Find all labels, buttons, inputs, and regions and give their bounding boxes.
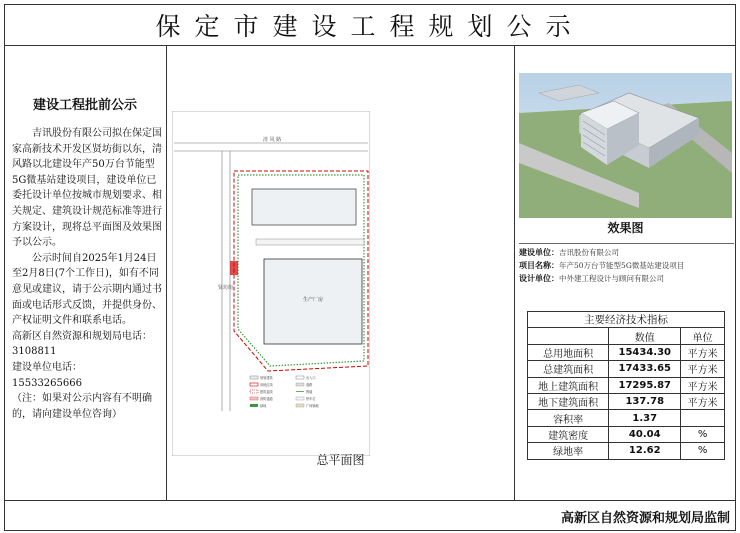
legend-label: 道路 — [306, 383, 313, 387]
notice-footnote: （注：如果对公示内容有不明确的，请向建设单位咨询） — [12, 393, 152, 420]
info-row-builder — [519, 246, 734, 259]
indicator-value: 1.37 — [609, 410, 681, 426]
indicator-name: 地上建筑面积 — [528, 377, 609, 393]
legend-label: 广场铺地 — [306, 404, 319, 408]
indicator-value: 40.04 — [609, 426, 681, 442]
main-building-label: 生产厂房 — [302, 297, 324, 303]
header-value: 数值 — [609, 328, 681, 344]
project-label: 项目名称： — [519, 261, 559, 270]
parking-row — [256, 239, 364, 245]
site-plan-drawing — [172, 111, 370, 456]
notice-contact-builder-phone: 15533265666 — [12, 377, 82, 389]
notice-contact-builder-label: 建设单位电话： — [12, 361, 82, 373]
legend-label: 消防通道 — [260, 397, 273, 401]
project-info — [519, 243, 734, 285]
legend-label: 围墙 — [306, 390, 313, 394]
rendering-column — [515, 46, 736, 500]
board-title: 保定市建设工程规划公示 — [155, 11, 585, 41]
notice-paragraph-1: 吉讯股份有限公司拟在保定国家高新技术开发区贤坊街以东，清风路以北建设年产50万台节能型5G微基站建设项目，建设单位已委托设计单位按城市规划要求、相关规定、建筑设计规范标准等进行方案设计，现将总平面图及效果图予以公示。 — [12, 128, 162, 249]
indicator-unit — [681, 410, 725, 426]
designer-value: 中外建工程设计与顾问有限公司 — [559, 274, 664, 283]
legend-swatch — [296, 397, 304, 400]
rendering-svg — [519, 73, 732, 218]
indicator-name: 建筑密度 — [528, 426, 609, 442]
indicator-unit: % — [681, 443, 725, 459]
indicator-table — [527, 311, 725, 460]
board-footer — [4, 500, 736, 531]
indicator-unit: % — [681, 426, 725, 442]
builder-value: 吉讯股份有限公司 — [559, 248, 619, 257]
header-unit: 单位 — [681, 328, 725, 344]
legend-label: 停车位 — [306, 397, 316, 401]
info-row-designer — [519, 272, 734, 285]
table-row — [528, 361, 725, 377]
table-row — [528, 426, 725, 442]
legend-label: 绿地 — [260, 404, 267, 408]
indicator-name: 地下建筑面积 — [528, 393, 609, 409]
legend-swatch — [250, 376, 258, 379]
indicator-unit: 平方米 — [681, 377, 725, 393]
indicator-table-wrap — [527, 311, 725, 460]
designer-label: 设计单位： — [519, 274, 559, 283]
board-header — [4, 4, 736, 46]
rendering-image — [519, 73, 732, 218]
legend-swatch — [250, 404, 258, 407]
north-building — [252, 189, 356, 225]
road-north-label: 清 风 路 — [262, 137, 282, 143]
notice-body — [12, 126, 162, 422]
builder-label: 建设单位： — [519, 248, 559, 257]
notice-column — [4, 46, 167, 500]
rendering-caption: 效果图 — [607, 221, 644, 235]
table-row — [528, 344, 725, 360]
site-plan-svg — [172, 111, 370, 456]
legend-label: 规划建筑 — [260, 376, 273, 380]
road-west-label: 贤坊街 — [218, 285, 234, 291]
legend-swatch — [296, 383, 304, 386]
indicator-unit: 平方米 — [681, 344, 725, 360]
indicator-name: 容积率 — [528, 410, 609, 426]
legend-swatch — [250, 397, 258, 400]
indicator-value: 12.62 — [609, 443, 681, 459]
indicator-value: 17433.65 — [609, 361, 681, 377]
legend-label: 用地红线 — [260, 383, 273, 387]
footer-supervisor: 高新区自然资源和规划局监制 — [560, 511, 730, 526]
site-plan-caption: 总平面图 — [316, 453, 365, 467]
indicator-value: 17295.87 — [609, 377, 681, 393]
indicator-unit: 平方米 — [681, 361, 725, 377]
notice-contact-bureau: 高新区自然资源和规划局电话：3108811 — [12, 330, 152, 358]
notice-title: 建设工程批前公示 — [32, 98, 137, 113]
indicator-value: 137.78 — [609, 393, 681, 409]
indicator-name: 绿地率 — [528, 443, 609, 459]
indicator-name: 总用地面积 — [528, 344, 609, 360]
legend-label: 出入口 — [306, 376, 316, 380]
indicator-unit: 平方米 — [681, 393, 725, 409]
header-blank — [528, 328, 609, 344]
table-row — [528, 443, 725, 459]
site-plan-column — [167, 46, 515, 500]
table-row — [528, 393, 725, 409]
notice-paragraph-2: 公示时间自2025年1月24日至2月8日(7个工作日)，如有不同意见或建议，请于公示期内通过书面或电话形式反馈，并提供身份、产权证明文件和联系电话。 — [12, 252, 162, 327]
table-row — [528, 377, 725, 393]
project-value: 年产50万台节能型5G微基站建设项目 — [559, 261, 685, 270]
indicator-value: 15434.30 — [609, 344, 681, 360]
legend-swatch — [296, 376, 304, 379]
legend-label: 建筑退线 — [260, 390, 273, 394]
table-title-row — [528, 312, 725, 328]
west-entrance — [230, 261, 238, 275]
legend-swatch — [296, 404, 304, 407]
info-row-project — [519, 259, 734, 272]
table-row — [528, 410, 725, 426]
indicator-name: 总建筑面积 — [528, 361, 609, 377]
indicator-table-title: 主要经济技术指标 — [528, 312, 725, 328]
table-header-row — [528, 328, 725, 344]
